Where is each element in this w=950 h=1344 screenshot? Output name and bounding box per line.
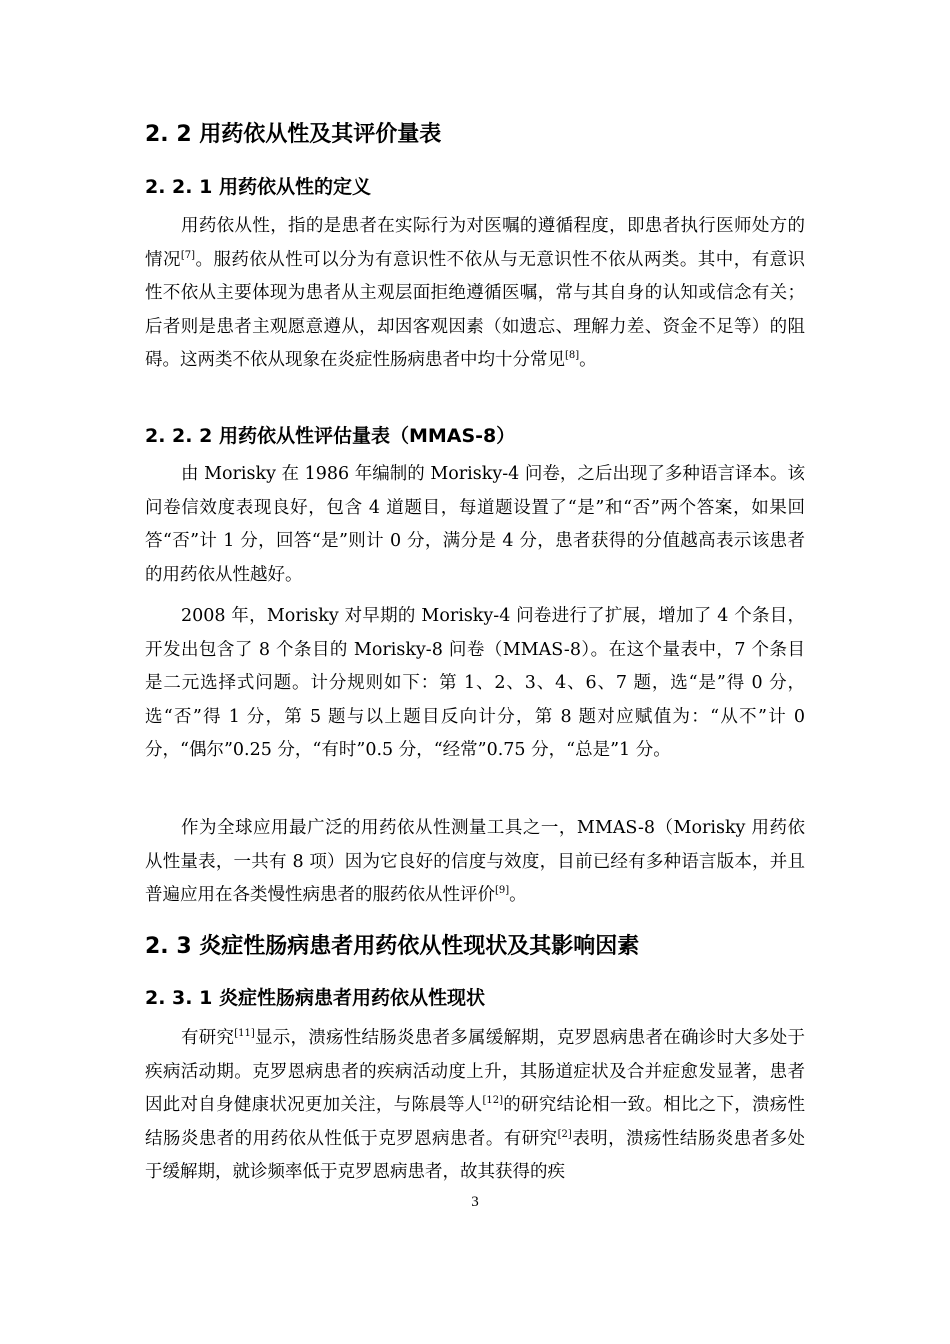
text-run: 作为全球应用最广泛的用药依从性测量工具之一，MMAS-8（Morisky 用药依从性量表，一共有 8 项）因为它良好的信度与效度，目前已经有多种语言版本，并且普遍应用在各类慢性病患者的服药依从性评价 bbox=[145, 818, 805, 905]
citation-ref: [9] bbox=[495, 885, 510, 896]
citation-ref: [8] bbox=[565, 350, 580, 361]
text-run: 表明，溃疡性结肠炎患者多处于缓解期，就诊频率低于克罗恩病患者，故其获得的疾 bbox=[145, 1128, 806, 1182]
section-heading-2-2-2: 2. 2. 2 用药依从性评估量表（MMAS-8） bbox=[145, 425, 516, 447]
paragraph-mmas-8-usage bbox=[145, 812, 805, 913]
text-run: 用药依从性，指的是患者在实际行为对医嘱的遵循程度，即患者执行医师处方的情况 bbox=[145, 216, 805, 270]
paragraph-mmas-8: 2008 年，Morisky 对早期的 Morisky-4 问卷进行了扩展，增加了 4 个条目，开发出包含了 8 个条目的 Morisky-8 问卷（MMAS-8）。在这个量表中，7 个条目是二元选择式问题。计分规则如下：第 1、2、3、4、6、7 题，选“是”得 0 分，选“否”得 1 分，第 5 题与以上题目反向计分，第 8 题对应赋值为：“从不”计 0 分，“偶尔”0.25 分，“有时”0.5 分，“经常”0.75 分，“总是”1 分。 bbox=[145, 606, 805, 760]
paragraph-ibd-adherence-status bbox=[145, 1022, 805, 1190]
section-heading-2-2: 2. 2 用药依从性及其评价量表 bbox=[145, 122, 442, 147]
text-run: 。 bbox=[509, 885, 527, 905]
text-run: 。 bbox=[579, 350, 597, 370]
text-run: 显示，溃疡性结肠炎患者多属缓解期，克罗恩病患者在确诊时大多处于疾病活动期。克罗恩病患者的疾病活动度上升，其肠道症状及合并症愈发显著，患者因此对自身健康状况更加关注，与陈晨等人 bbox=[145, 1028, 806, 1115]
section-heading-2-3-1: 2. 3. 1 炎症性肠病患者用药依从性现状 bbox=[145, 987, 485, 1009]
text-run: 的研究结论相一致。相比之下，溃疡性结肠炎患者的用药依从性低于克罗恩病患者。有研究 bbox=[145, 1095, 806, 1149]
citation-ref: [7] bbox=[180, 249, 196, 261]
page-number: 3 bbox=[471, 1194, 479, 1210]
citation-ref: [12] bbox=[482, 1095, 504, 1106]
citation-ref: [2] bbox=[557, 1128, 572, 1140]
section-heading-2-3: 2. 3 炎症性肠病患者用药依从性现状及其影响因素 bbox=[145, 934, 640, 959]
section-heading-2-2-1: 2. 2. 1 用药依从性的定义 bbox=[145, 176, 371, 198]
text-run: 有研究 bbox=[181, 1028, 235, 1048]
paragraph-morisky-4: 由 Morisky 在 1986 年编制的 Morisky-4 问卷，之后出现了多种语言译本。该问卷信效度表现良好，包含 4 道题目，每道题设置了“是”和“否”两个答案，如果回答“否”计 1 分，回答“是”则计 0 分，满分是 4 分，患者获得的分值越高表示该患者的用药依从性越好。 bbox=[145, 464, 805, 585]
text-run: 。服药依从性可以分为有意识性不依从与无意识性不依从两类。其中，有意识性不依从主要体现为患者从主观层面拒绝遵循医嘱，常与其自身的认知或信念有关；后者则是患者主观愿意遵从，却因客观因素（如遗忘、理解力差、资金不足等）的阻碍。这两类不依从现象在炎症性肠病患者中均十分常见 bbox=[145, 249, 806, 370]
citation-ref: [11] bbox=[234, 1028, 255, 1039]
paragraph-adherence-definition bbox=[145, 210, 805, 378]
